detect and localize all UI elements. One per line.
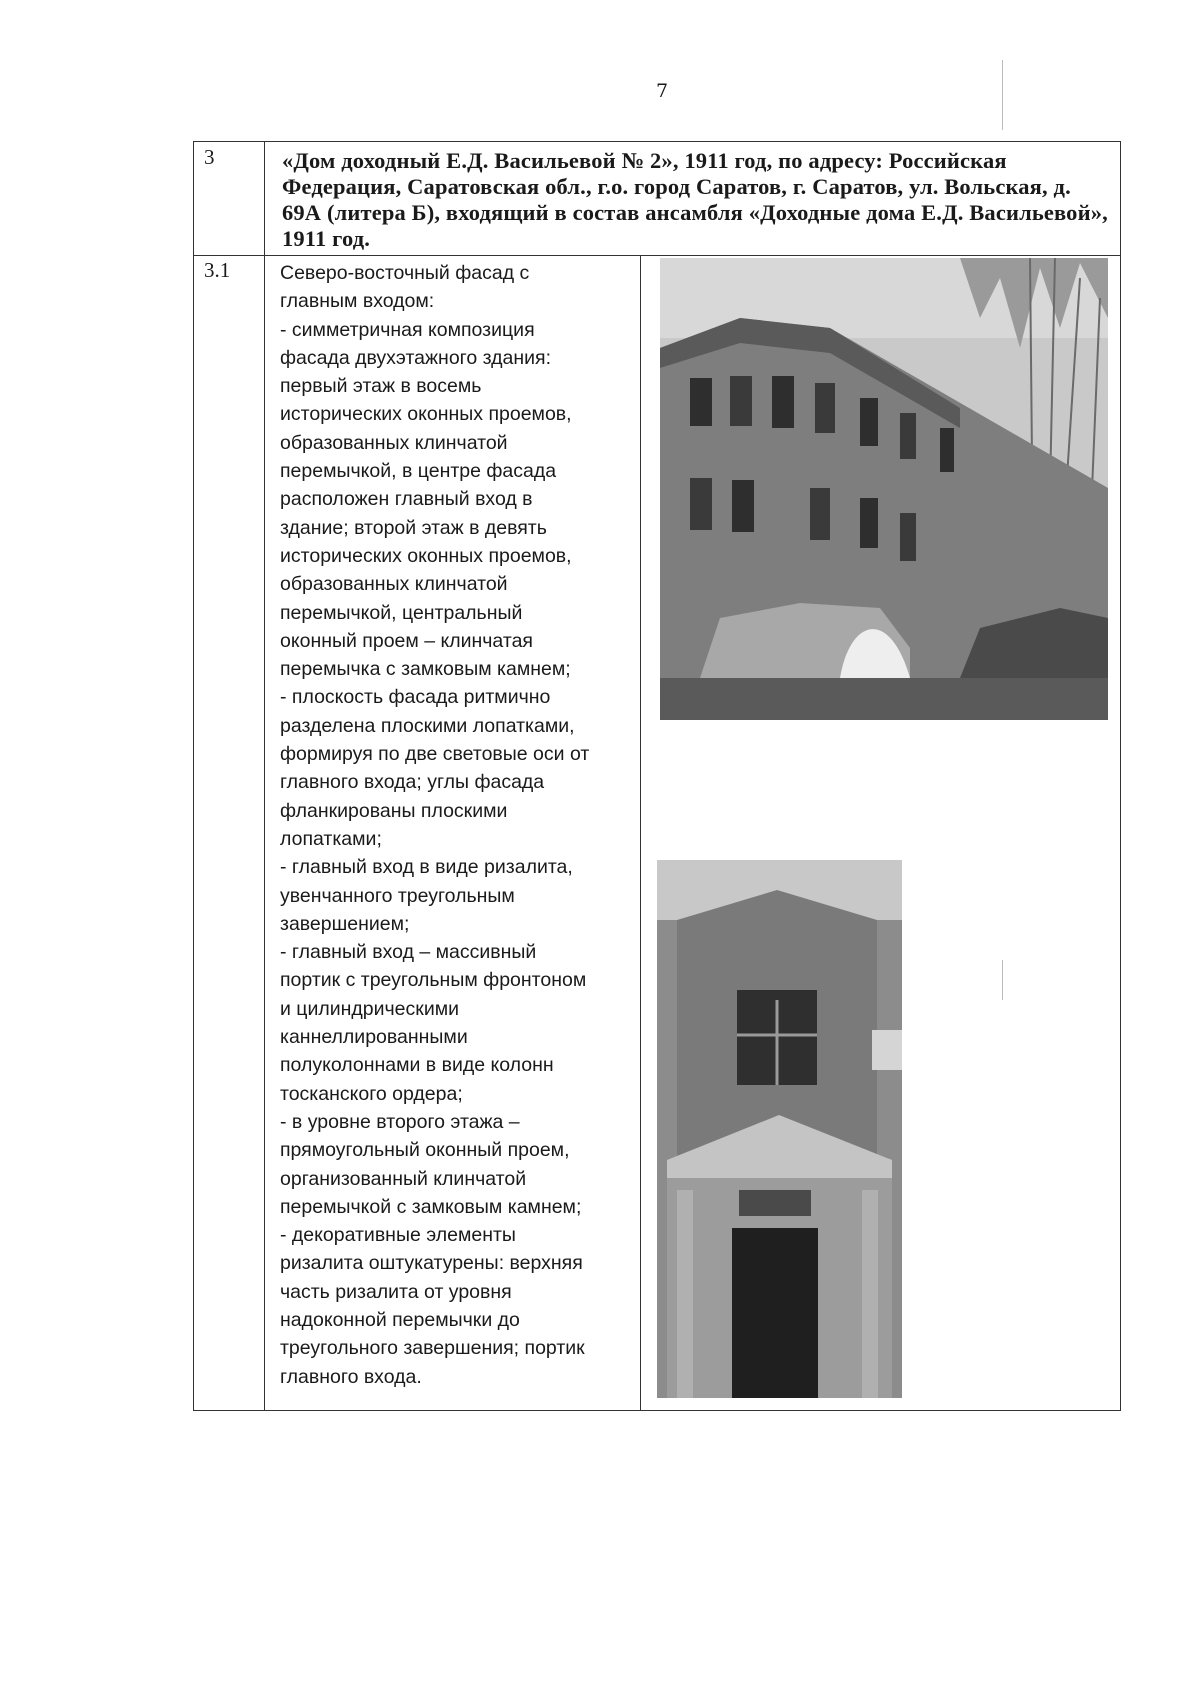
entrance-photo — [657, 860, 902, 1398]
row-number: 3 — [204, 145, 215, 169]
table-row-header — [194, 142, 1120, 256]
column-divider — [640, 256, 641, 1410]
facade-description: Северо-восточный фасад с главным входом: - симметричная композиция фасада двухэтажного здания: первый этаж в восемь исторических оконных проемов, образованных клинчатой перемычкой, в центре фасада расположен главный вход в здание; второй этаж в девять исторических оконных проемов, образованных клинчатой перемычкой, центральный оконный проем – клинчатая перемычка с замковым камнем; - плоскость фасада ритмично разделена плоскими лопатками, формируя по две световые оси от главного входа; углы фасада фланкированы плоскими лопатками; - главный вход в виде ризалита, увенчанного треугольным завершением; - главный вход – массивный портик с треугольным фронтоном и цилиндрическими каннеллированными полуколоннами в виде колонн тосканского ордера; - в уровне второго этажа – прямоугольный оконный проем, организованный клинчатой перемычкой с замковым камнем; - декоративные элементы ризалита оштукатурены: верхняя часть ризалита от уровня надоконной перемычки до треугольного завершения; портик главного входа. — [280, 262, 590, 1388]
column-divider — [264, 142, 265, 1410]
subrow-number: 3.1 — [204, 258, 231, 282]
object-title: «Дом доходный Е.Д. Васильевой № 2», 1911 год, по адресу: Российская Федерация, Саратовская обл., г.о. город Саратов, г. Саратов, ул. Вольская, д. 69А (литера Б), входящий в состав ансамбля «Доходные дома Е.Д. Васильевой», 1911 год. — [282, 148, 1108, 251]
scan-artifact — [1002, 960, 1003, 1000]
scan-artifact — [1002, 60, 1003, 130]
page-number: 7 — [655, 80, 669, 102]
facade-photo — [660, 258, 1108, 720]
